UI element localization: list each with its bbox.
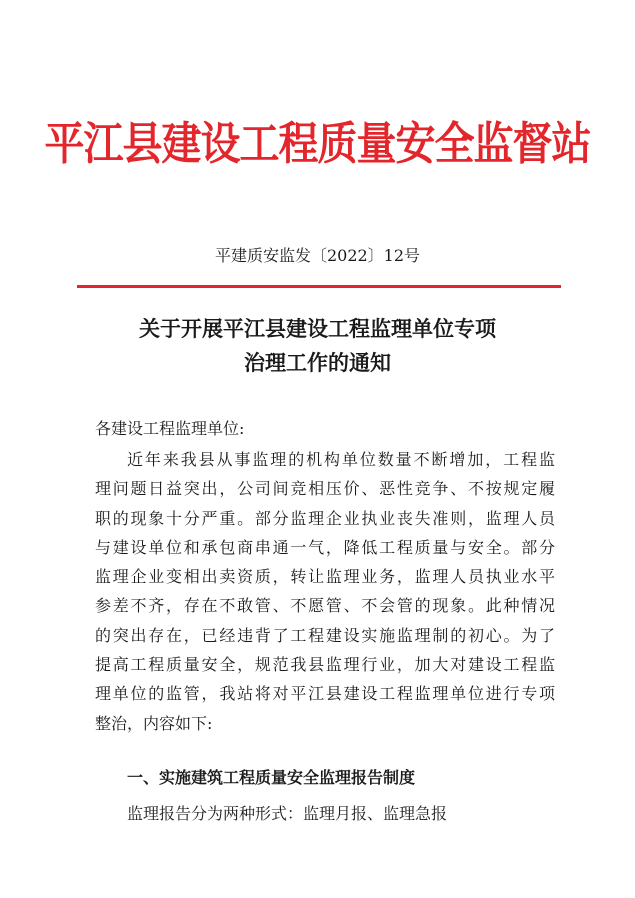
section-text: 监理报告分为两种形式：监理月报、监理急报 bbox=[127, 804, 448, 823]
notice-title-line-1: 关于开展平江县建设工程监理单位专项 bbox=[139, 316, 496, 341]
paragraph-line: 监理企业变相出卖资质，转让监理业务，监理人员执业水平 bbox=[95, 567, 555, 587]
paragraph-line: 的突出存在，已经违背了工程建设实施监理制的初心。为了 bbox=[95, 625, 555, 645]
paragraph-line: 与建设单位和承包商串通一气，降低工程质量与安全。部分 bbox=[95, 537, 555, 557]
notice-body bbox=[95, 412, 555, 738]
paragraph-line: 理单位的监管，我站将对平江县建设工程监理单位进行专项 bbox=[95, 684, 555, 704]
paragraph-line: 参差不齐，存在不敢管、不愿管、不会管的现象。此种情况 bbox=[95, 596, 555, 616]
paragraph-line: 理问题日益突出，公司间竞相压价、恶性竞争、不按规定履 bbox=[95, 479, 555, 499]
salutation: 各建设工程监理单位: bbox=[95, 419, 245, 438]
notice-title-line-2: 治理工作的通知 bbox=[244, 350, 391, 375]
organization-letterhead: 平江县建设工程质量安全监督站 bbox=[44, 117, 591, 171]
paragraph-line: 职的现象十分严重。部分监理企业执业丧失准则，监理人员 bbox=[95, 508, 555, 528]
paragraph-line: 整治，内容如下: bbox=[95, 713, 213, 733]
section-heading-1: 一、实施建筑工程质量安全监理报告制度 bbox=[127, 768, 416, 787]
paragraph-line: 近年来我县从事监理的机构单位数量不断增加，工程监 bbox=[127, 450, 555, 469]
document-number: 平建质安监发〔2022〕12号 bbox=[214, 246, 421, 265]
letterhead-divider bbox=[77, 285, 561, 288]
paragraph-line: 提高工程质量安全，规范我县监理行业，加大对建设工程监 bbox=[95, 655, 555, 675]
notice-title bbox=[0, 312, 635, 380]
